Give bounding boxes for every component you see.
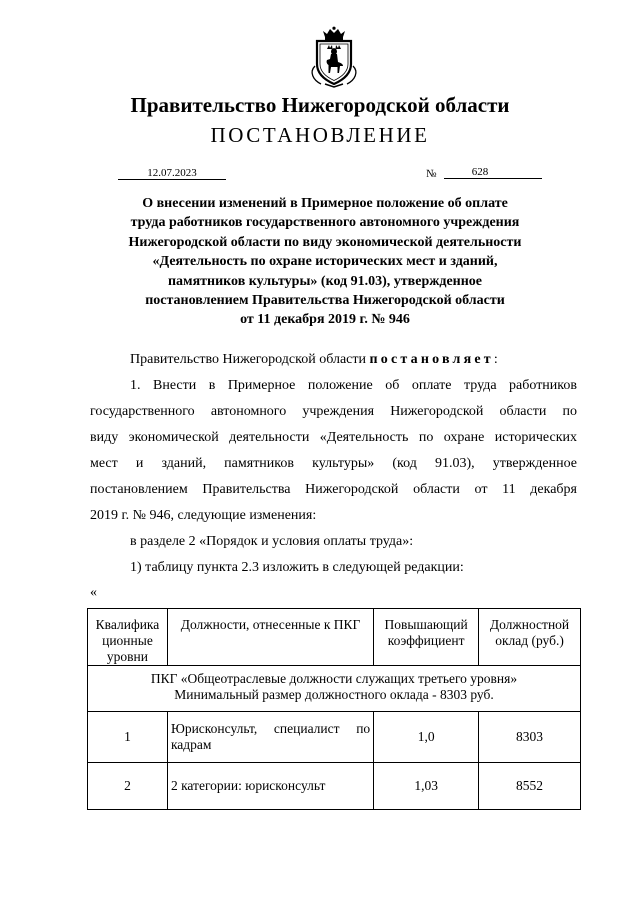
subject-line: «Деятельность по охране исторических мест и зданий, xyxy=(152,254,498,270)
salary-table xyxy=(87,608,581,810)
document-subject xyxy=(80,194,570,330)
item1-line: 1. Внести в Примерное положение об оплате труда работников xyxy=(130,378,577,393)
subject-line: памятников культуры» (код 91.03), утвержденное xyxy=(167,273,483,289)
item1-line: 2019 г. № 946, следующие изменения: xyxy=(90,508,317,523)
subject-line: от 11 декабря 2019 г. № 946 xyxy=(240,312,410,328)
position-line: кадрам xyxy=(170,737,212,752)
subject-line: Нижегородской области по виду экономической деятельности xyxy=(128,234,522,250)
table-row xyxy=(88,712,581,763)
section-line: в разделе 2 «Порядок и условия оплаты труда»: xyxy=(130,534,414,549)
cell-level: 1 xyxy=(88,712,168,763)
cell-salary: 8303 xyxy=(479,712,581,763)
document-date: 12.07.2023 xyxy=(118,167,226,180)
coat-of-arms-icon xyxy=(303,26,365,88)
government-title: Правительство Нижегородской области xyxy=(130,93,510,117)
cell-coefficient: 1,03 xyxy=(374,763,479,810)
item1-line: виду экономической деятельности «Деятельность по охране исторических xyxy=(90,430,577,445)
table-header-row xyxy=(88,609,581,666)
cell-level: 2 xyxy=(88,763,168,810)
intro-keyword: постановляет xyxy=(369,352,494,367)
document-type: ПОСТАНОВЛЕНИЕ xyxy=(210,123,430,147)
table-group-row xyxy=(88,666,581,712)
cell-position xyxy=(167,712,373,763)
document-number-field xyxy=(444,166,542,179)
cell-salary: 8552 xyxy=(479,763,581,810)
position-line: 2 категории: юрисконсульт xyxy=(170,778,326,793)
group-cell xyxy=(88,666,581,712)
item1-line: постановлением Правительства Нижегородской области от 11 декабря xyxy=(90,482,577,497)
group-subtitle: Минимальный размер должностного оклада - 8303 руб. xyxy=(174,687,494,702)
cell-coefficient: 1,0 xyxy=(374,712,479,763)
subject-line: постановлением Правительства Нижегородской области xyxy=(145,293,505,309)
document-number: 628 xyxy=(471,166,489,178)
quote-open: « xyxy=(90,585,97,600)
position-line: Юрисконсульт, специалист по xyxy=(170,721,371,736)
table-row xyxy=(88,763,581,810)
subject-line: О внесении изменений в Примерное положение об оплате xyxy=(142,196,508,211)
intro-paragraph xyxy=(130,352,498,368)
cell-position xyxy=(167,763,373,810)
header-salary: Должностной оклад (руб.) xyxy=(479,609,581,666)
intro-suffix: : xyxy=(493,352,498,367)
group-title: ПКГ «Общеотраслевые должности служащих третьего уровня» xyxy=(150,671,518,686)
subject-line: труда работников государственного автономного учреждения xyxy=(130,215,520,231)
number-label: № xyxy=(426,168,437,180)
item1-line: мест и зданий, памятников культуры» (код 91.03), утвержденное xyxy=(90,456,577,471)
subitem-line: 1) таблицу пункта 2.3 изложить в следующей редакции: xyxy=(130,560,464,575)
header-positions: Должности, отнесенные к ПКГ xyxy=(167,609,373,666)
header-levels: Квалифика ционные уровни xyxy=(88,609,168,666)
intro-prefix: Правительство Нижегородской области xyxy=(130,352,366,367)
item1-line: государственного автономного учреждения Нижегородской области по xyxy=(90,404,577,419)
header-coefficient: Повышающий коэффициент xyxy=(374,609,479,666)
